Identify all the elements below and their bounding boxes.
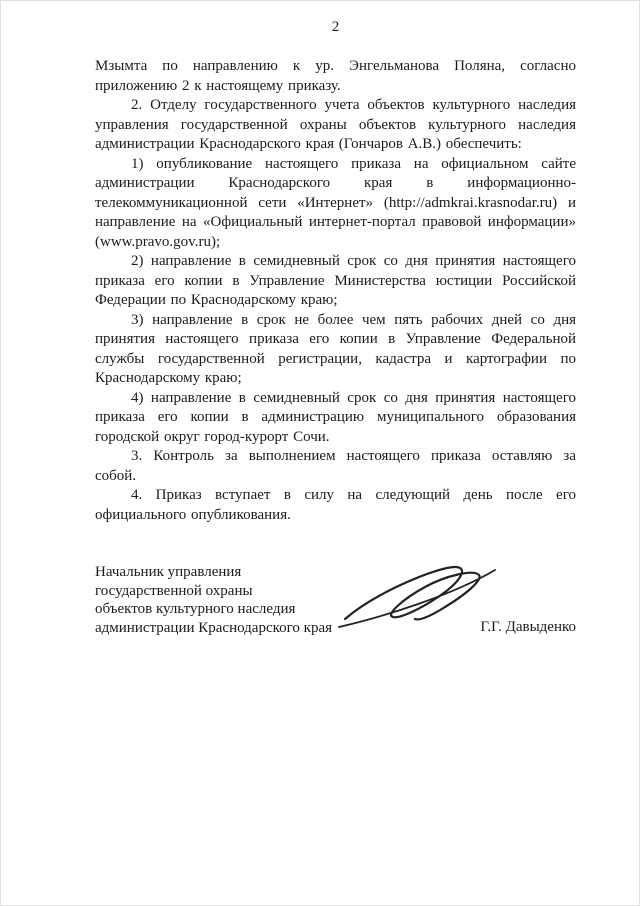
paragraph-subitem-3: 3) направление в срок не более чем пять рабочих дней со дня принятия настоящего приказа его копии в Управление Федеральной службы государственной регистрации, кадастра и картографии по Краснодарскому краю; (95, 311, 576, 386)
signatory-title-line: объектов культурного наследия (95, 601, 296, 617)
paragraph-subitem-1: 1) опубликование настоящего приказа на официальном сайте администрации Краснодарского края в информационно-телекоммуникационной сети «Интернет» (http://admkrai.krasnodar.ru) и направление на «Официальный интернет-портал правовой информации» (www.pravo.gov.ru); (95, 155, 576, 250)
paragraph-continuation: Мзымта по направлению к ур. Энгельманова Поляна, согласно приложению 2 к настоящему приказу. (95, 58, 576, 94)
handwritten-signature (333, 561, 503, 636)
paragraph-item-3: 3. Контроль за выполнением настоящего приказа оставляю за собой. (95, 448, 576, 484)
page-number: 2 (331, 19, 340, 35)
signatory-title-line: государственной охраны (95, 582, 253, 599)
paragraph-item-4: 4. Приказ вступает в силу на следующий день после его официального опубликования. (95, 487, 576, 523)
signatory-title-line: Начальник управления (95, 564, 242, 580)
signatory-name: Г.Г. Давыденко (480, 619, 576, 635)
signature-block (95, 563, 576, 637)
signatory-title-line: администрации Краснодарского края (95, 619, 333, 636)
paragraph-item-2: 2. Отделу государственного учета объектов культурного наследия управления государственной охраны объектов культурного наследия администрации Краснодарского края (Гончаров А.В.) обеспечить: (95, 97, 576, 152)
signatory-title (95, 563, 332, 637)
paragraph-subitem-4: 4) направление в семидневный срок со дня принятия настоящего приказа его копии в администрацию муниципального образования городской округ город-курорт Сочи. (95, 389, 576, 445)
paragraph-subitem-2: 2) направление в семидневный срок со дня принятия настоящего приказа его копии в Управление Министерства юстиции Российской Федерации по Краснодарскому краю; (95, 253, 576, 308)
document-body (95, 57, 576, 525)
